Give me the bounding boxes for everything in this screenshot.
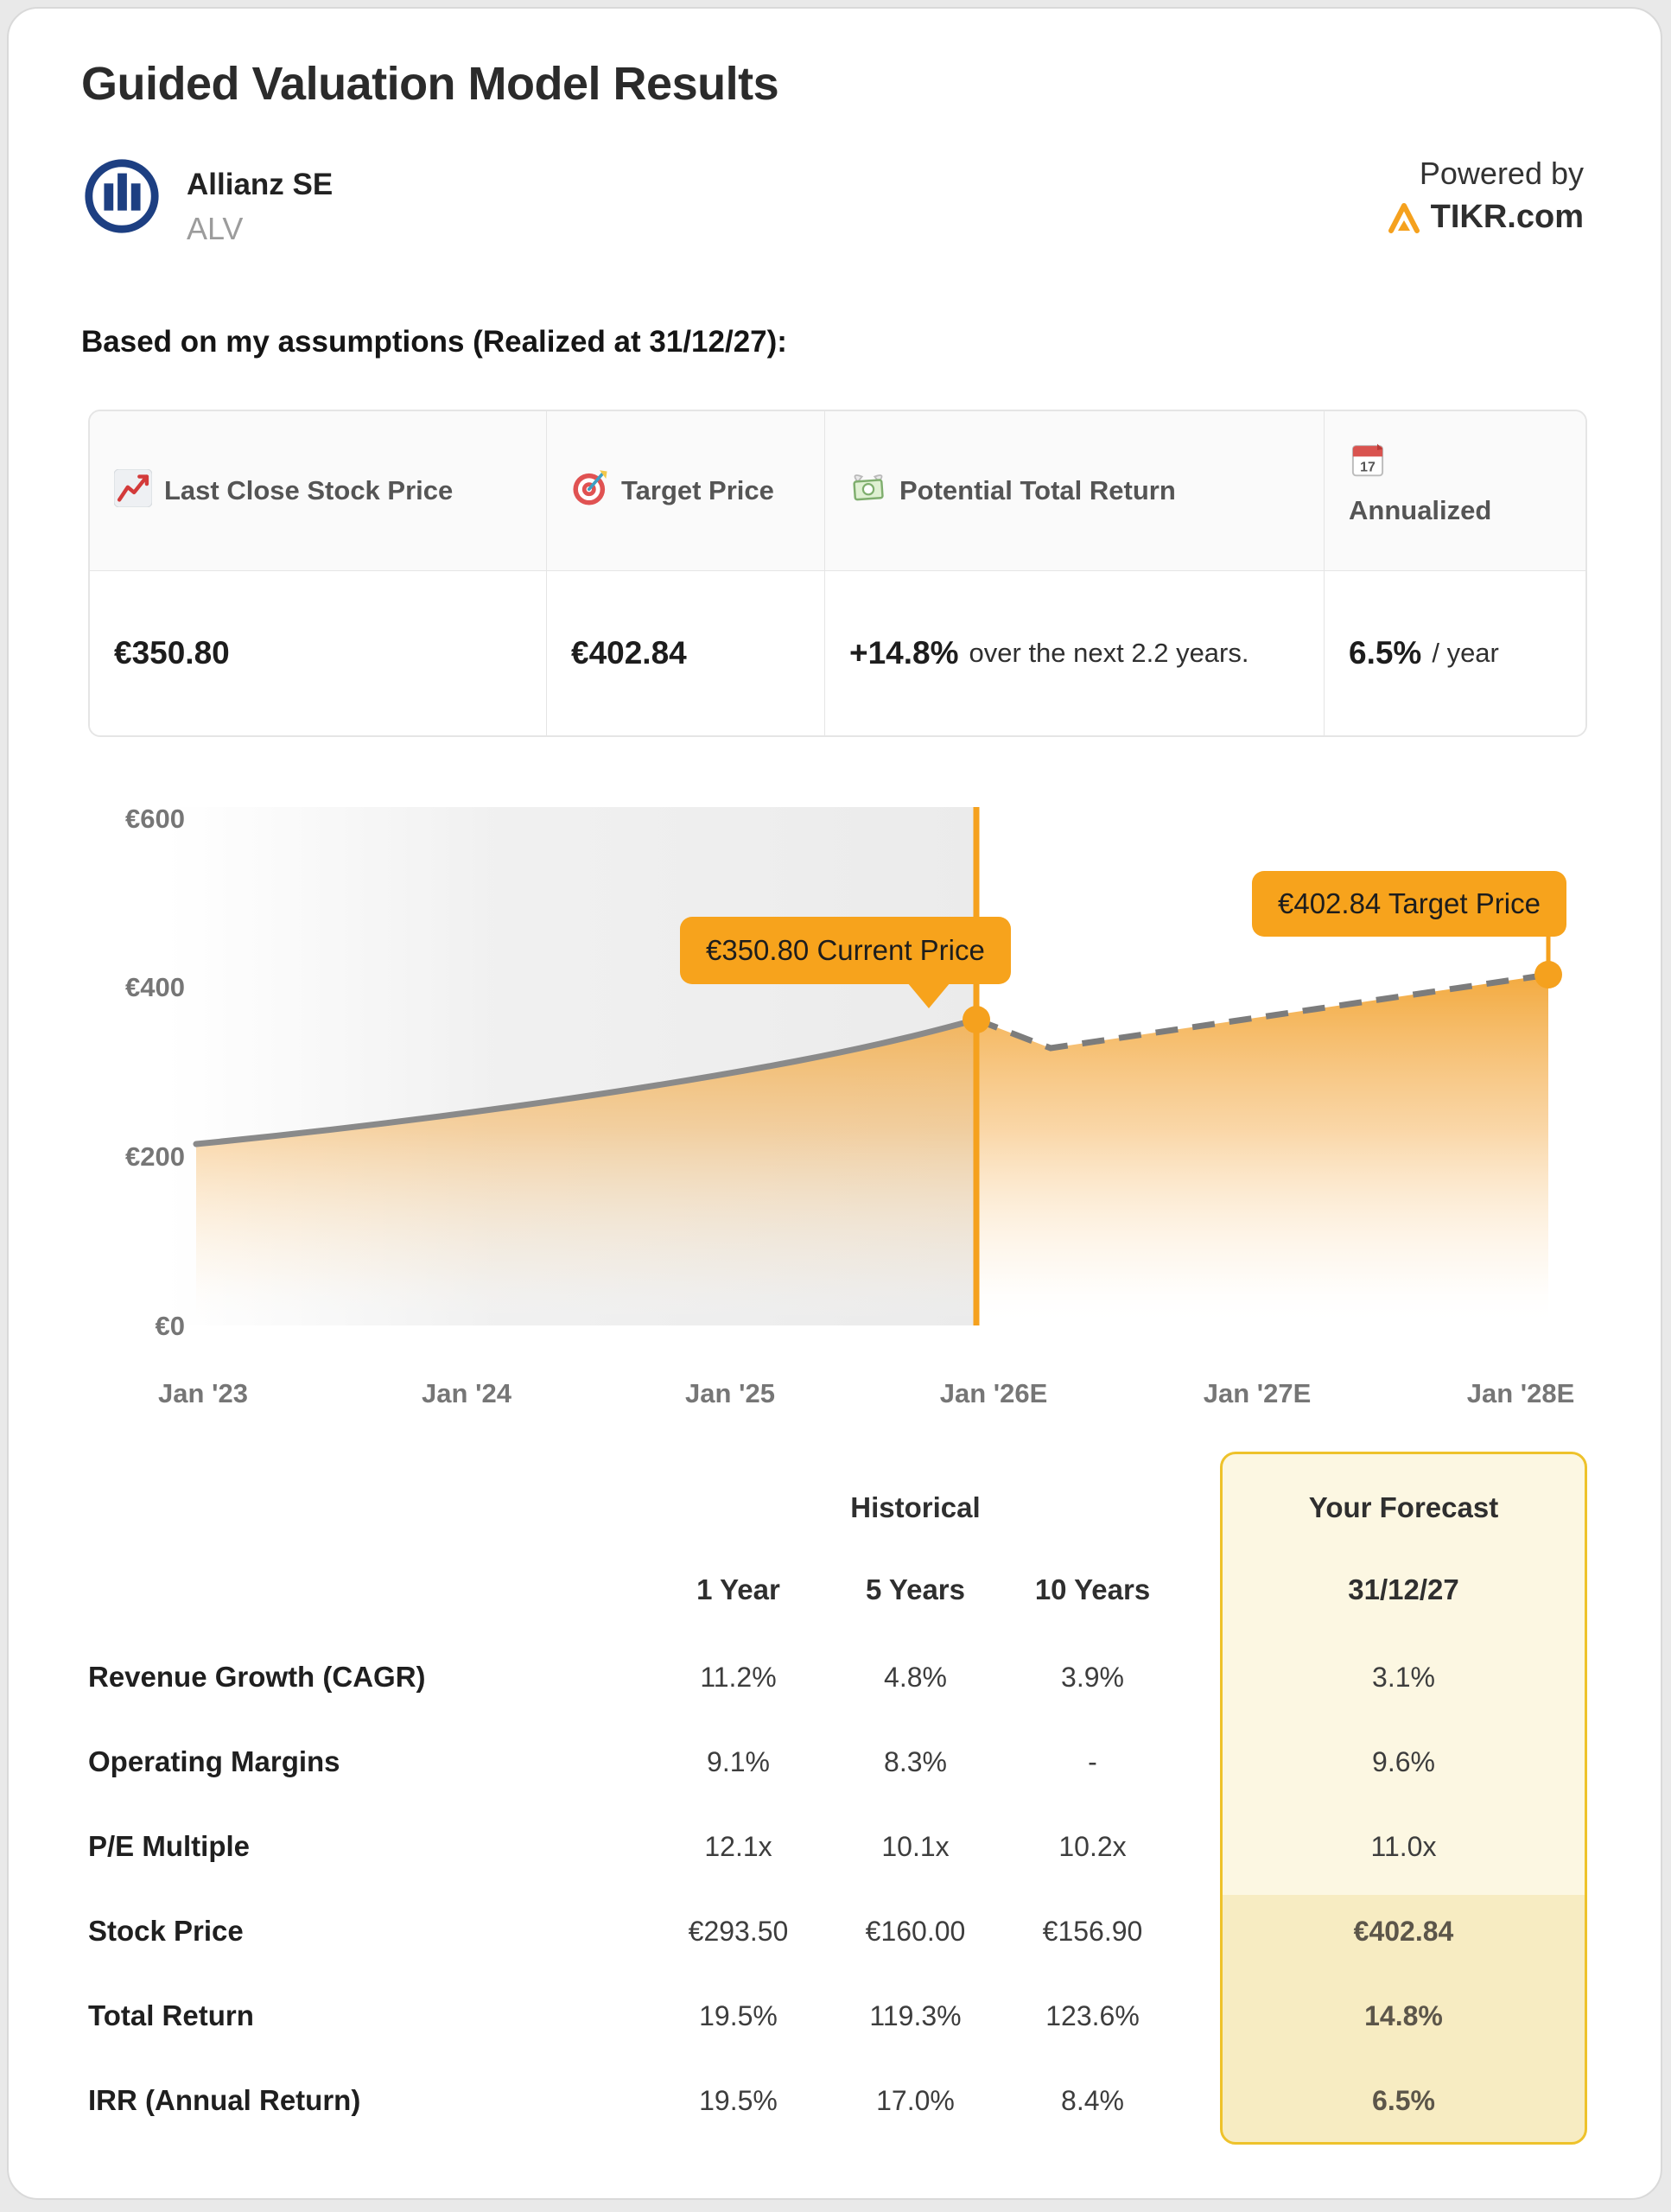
spacer-cell <box>1181 1889 1220 1974</box>
forecast-value: 3.1% <box>1372 1661 1435 1693</box>
summary-header-label: Last Close Stock Price <box>164 475 454 506</box>
cell-value: €156.90 <box>1042 1915 1143 1947</box>
forecast-value: 11.0x <box>1370 1830 1437 1862</box>
annualized-value: 6.5% <box>1349 635 1422 671</box>
y-tick-400: €400 <box>125 972 185 1002</box>
calendar-icon <box>1349 441 1387 479</box>
allianz-logo-icon <box>81 156 162 237</box>
spacer-cell <box>88 1544 650 1635</box>
x-tick-jan24: Jan '24 <box>422 1378 511 1408</box>
col-header-10-years: 10 Years <box>1034 1573 1151 1605</box>
spacer-cell <box>1181 1719 1220 1804</box>
your-forecast-header: Your Forecast <box>1308 1491 1499 1523</box>
cell-value: 11.2% <box>700 1661 777 1693</box>
cell-value: 19.5% <box>699 2084 778 2116</box>
cell-value: 10.1x <box>881 1830 950 1862</box>
last-close-value: €350.80 <box>114 635 230 671</box>
target-price-value: €402.84 <box>571 635 687 671</box>
cell-value: - <box>1088 1745 1097 1777</box>
row-label: Revenue Growth (CAGR) <box>88 1661 426 1693</box>
cell-value: 10.2x <box>1058 1830 1127 1862</box>
summary-value-target-price <box>546 571 824 735</box>
y-tick-200: €200 <box>125 1141 185 1172</box>
brand-name: TIKR.com <box>1430 199 1584 235</box>
total-return-value: +14.8% <box>849 635 959 671</box>
summary-header-total-return <box>824 411 1324 571</box>
page-title: Guided Valuation Model Results <box>81 58 779 110</box>
spacer-cell <box>1181 1635 1220 1719</box>
metrics-table <box>88 1471 1587 2143</box>
cell-value: €293.50 <box>688 1915 789 1947</box>
target-price-dot <box>1534 961 1562 988</box>
spacer-cell <box>1181 1471 1220 1544</box>
cell-value: 19.5% <box>699 1999 778 2031</box>
forecast-value: €402.84 <box>1353 1915 1454 1947</box>
x-tick-jan28e: Jan '28E <box>1466 1378 1575 1408</box>
cell-value: €160.00 <box>865 1915 966 1947</box>
row-label: Stock Price <box>88 1915 244 1947</box>
cell-value: 119.3% <box>869 1999 962 2031</box>
forecast-area-fill <box>976 975 1548 1325</box>
spacer-cell <box>1181 1804 1220 1889</box>
company-name: Allianz SE <box>187 168 334 201</box>
x-tick-jan27e: Jan '27E <box>1203 1378 1312 1408</box>
current-price-dot <box>963 1006 990 1033</box>
annualized-suffix: / year <box>1432 638 1499 668</box>
summary-header-label: Annualized <box>1349 495 1492 526</box>
row-label: Operating Margins <box>88 1745 340 1777</box>
calendar-day-text: 17 <box>1360 460 1376 475</box>
y-tick-0: €0 <box>155 1311 185 1341</box>
total-return-suffix: over the next 2.2 years. <box>969 638 1249 668</box>
summary-value-total-return <box>824 571 1324 735</box>
target-price-badge: €402.84 Target Price <box>1252 871 1566 937</box>
row-label: P/E Multiple <box>88 1830 251 1862</box>
money-with-wings-icon <box>849 469 887 507</box>
cell-value: 8.3% <box>884 1745 947 1777</box>
x-tick-jan23: Jan '23 <box>158 1378 248 1408</box>
row-label: Total Return <box>88 1999 254 2031</box>
y-tick-600: €600 <box>125 804 185 834</box>
col-header-5-years: 5 Years <box>865 1573 966 1605</box>
col-header-1-year: 1 Year <box>696 1573 780 1605</box>
cell-value: 123.6% <box>1045 1999 1140 2031</box>
summary-value-last-close <box>90 571 546 735</box>
forecast-value: 9.6% <box>1372 1745 1435 1777</box>
forecast-value: 14.8% <box>1364 1999 1443 2031</box>
powered-by-label: Powered by <box>1419 156 1584 191</box>
spacer-cell <box>1181 2058 1220 2143</box>
powered-by-block <box>1386 156 1584 236</box>
summary-header-target-price <box>546 411 824 571</box>
chart-increasing-icon <box>114 469 152 507</box>
cell-value: 12.1x <box>704 1830 772 1862</box>
summary-header-annualized <box>1324 411 1587 571</box>
cell-value: 3.9% <box>1061 1661 1124 1693</box>
target-icon <box>571 469 609 507</box>
x-tick-jan26e: Jan '26E <box>939 1378 1048 1408</box>
x-tick-jan25: Jan '25 <box>685 1378 775 1408</box>
row-label: IRR (Annual Return) <box>88 2084 361 2116</box>
summary-header-last-close <box>90 411 546 571</box>
current-price-badge: €350.80 Current Price <box>680 917 1011 984</box>
summary-table <box>88 410 1587 737</box>
summary-value-annualized <box>1324 571 1587 735</box>
spacer-cell <box>88 1471 650 1544</box>
valuation-results-card <box>7 7 1662 2200</box>
spacer-cell <box>1181 1974 1220 2058</box>
summary-header-label: Potential Total Return <box>899 475 1176 506</box>
cell-value: 4.8% <box>884 1661 947 1693</box>
assumptions-heading: Based on my assumptions (Realized at 31/12/27): <box>81 325 787 359</box>
cell-value: 8.4% <box>1061 2084 1124 2116</box>
historical-header: Historical <box>850 1491 981 1523</box>
spacer-cell <box>1181 1544 1220 1635</box>
summary-header-label: Target Price <box>621 475 774 506</box>
tikr-logo-icon <box>1386 200 1422 235</box>
cell-value: 9.1% <box>707 1745 770 1777</box>
col-header-forecast-date: 31/12/27 <box>1348 1573 1459 1605</box>
forecast-value: 6.5% <box>1372 2084 1435 2116</box>
company-ticker: ALV <box>187 211 244 246</box>
cell-value: 17.0% <box>876 2084 955 2116</box>
